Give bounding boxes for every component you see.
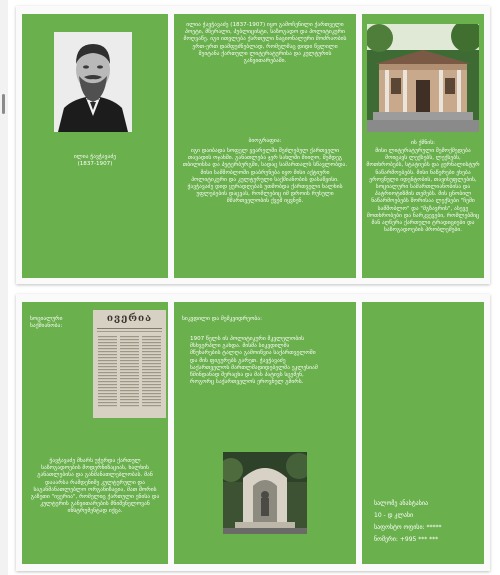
biography-heading: ბიოგრაფია: — [248, 138, 282, 144]
house-museum-photo — [367, 24, 479, 132]
biography-intro: ილია ჭავჭავაძე (1837-1907) იყო გამოჩენილი ქართველი პოეტი, მწერალი, პუბლიცისტი, საზოგადო და პოლიტიკური მოღვაწე. იგი ითვლება ქართული ნაციონალური მოძრაობის ერთ-ერთ დამფუძნებლად, რომელმაც დიდი წვლილი შეიტანა ქართული ლიტერატურისა და კულტურის განვითარებაში. — [183, 22, 347, 65]
panel-biography — [174, 14, 356, 278]
author-name: სალომე ანასტასია — [374, 500, 428, 507]
author-phone: ნომერი: +995 *** *** — [374, 536, 439, 543]
biography-text: იგი დაიბადა სოფელ ყვარელში შეძლებულ ქართველი თავადის ოჯახში. განათლება ჯერ სახლში მიიღო, შემდეგ თბილისსა და პეტერბურგში, სადაც სამართალს სწავლობდა. მისი სამშობლოში დაბრუნება იყო მისი აქტიური პოლიტიკური და კულტურული საქმიანობის დასაწყისი. ჭავჭავაძე დიდ ყურადღებას უთმობდა ქართველი ხალხის უფლებების დაცვას, რომლებიც იმ დროის რუსული მმართველობის ქვეშ იყვნენ. — [182, 148, 348, 205]
legacy-text: 1907 წელს ის პოლიტიკური მკვლელობის მსხვერპლი გახდა. მისმა სიკვდილმა მწუხარების ტალღა გამოიწვია საქართველოში და მის ფიგურებს გარეთ. ჭავჭავაძე საქართველოს მართლმადიდებელმა ეკლესიამ წმინდანად შერაცხა და მას პატივს სცემენ, როგორც საქართველოს ეროვნულ გმირს. — [190, 336, 318, 386]
memorial-monument-photo — [223, 452, 307, 534]
panel-author — [362, 302, 484, 564]
portrait-photo — [54, 32, 132, 132]
brochure-page-1 — [16, 6, 490, 284]
author-class: 10 - დ კლასი — [374, 512, 414, 519]
social-activity-heading: სოციალური საქმიანობა: — [30, 316, 63, 330]
legacy-heading: სიკვდილი და მემკვიდრეობა: — [182, 316, 263, 322]
edge-handle[interactable] — [2, 94, 5, 114]
screen-edge — [0, 0, 8, 575]
works-text: მისი ლიტერატურული შემოქმედება მოიცავს ლექსებს, ლექსებს, მოთხრობებს, სტატიებს და ჟურნალისტურ ნაწარმოებებს. მისი ნაწერები ეხება ეროვნული იდენტობის, თავისუფლების, სოციალური სამართლიანობისა და პატრიოტიზმის თემებს. მის ცნობილ ნაწარმოებებს შორისაა ლექსები "ჩემი სამშობლო" და "მგზავრის", ასევე მოთხრობები და ნარკვევები, რომლებშიც მან აღწერა ქართული ტრადიციები და საზოგადოების პრობლემები. — [366, 148, 480, 234]
panel-legacy — [174, 302, 356, 564]
newspaper-masthead: ივერია — [106, 313, 153, 324]
panel-social-activity — [22, 302, 168, 564]
brochure-page-2 — [16, 294, 490, 571]
panel-portrait — [22, 14, 168, 278]
iveria-newspaper-image — [93, 310, 166, 418]
works-heading: ის ქმნის: — [410, 140, 435, 146]
social-activity-text: ჭავჭავაძე მხარს უჭერდა ქართულ საზოგადოების მოდერნიზაციას, ხალხის განათლებისა და განმანათლებლობას. მან დააარსა რამდენიმე კულტურული და საგანმანათლებლო ორგანიზაცია, მათ შორის გაზეთი "ივერია", რომელიც ქართული ენისა და კულტურის განვითარების მნიშვნელოვან ინსტრუმენტად იქცა. — [30, 458, 160, 515]
author-email: საფოსტო ოფისი: ***** — [374, 524, 442, 531]
portrait-caption: ილია ჭავჭავაძე (1837-1907) — [73, 154, 117, 168]
panel-works — [362, 14, 484, 278]
